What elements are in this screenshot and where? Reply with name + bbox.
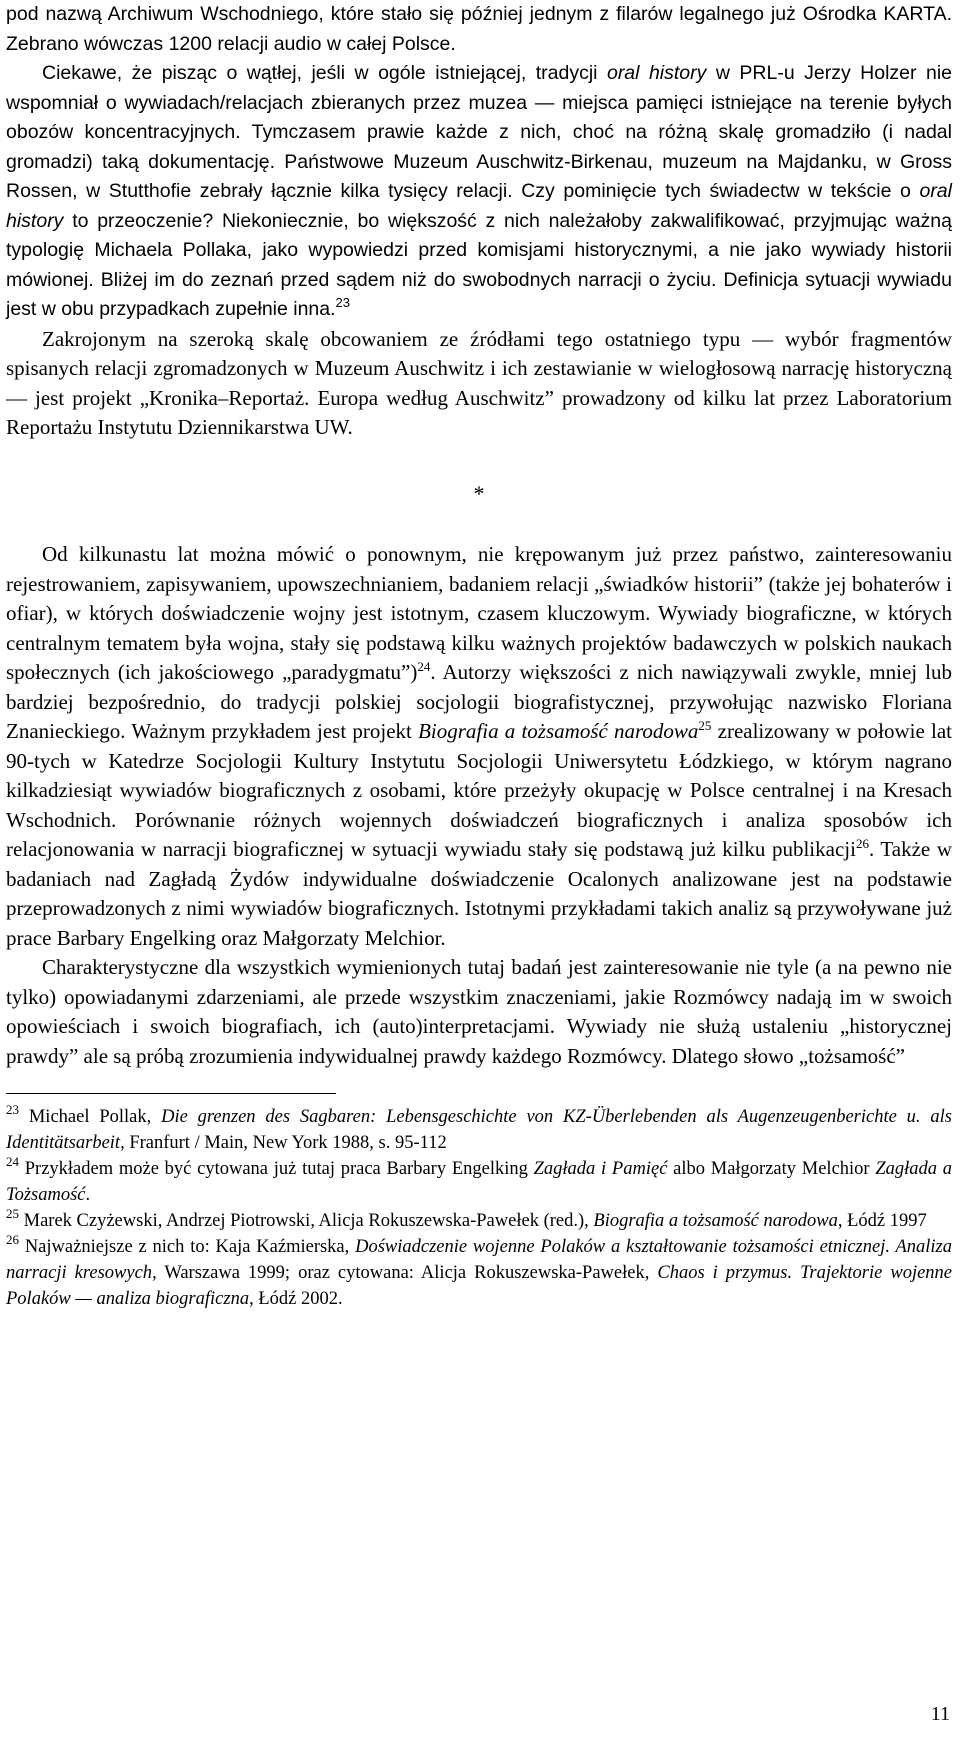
footnote-ref-24[interactable]: 24 [417, 659, 431, 674]
section-separator: * [473, 480, 485, 506]
footnote-ref-25[interactable]: 25 [698, 718, 712, 733]
paragraph-characteristics: Charakterystyczne dla wszystkich wymienionych tutaj badań jest zainteresowanie nie tyle (a na pewno nie tylko) opowiadanymi zdarzeniami, ale przede wszystkim znaczeniami, jakie Rozmówcy nadają im w swoich opowieściach i swoich biografiach, ich (auto)interpretacjami. Wywiady nie służą ustaleniu „historycznej prawdy” ale są próbą zrozumienia indywidualnej prawdy każdego Rozmówcy. Dlatego słowo „tożsamość” [6, 955, 952, 1068]
page-number: 11 [930, 1703, 950, 1725]
paragraph-continuation: pod nazwą Archiwum Wschodniego, które stało się później jednym z filarów legalnego już Ośrodka KARTA. Zebrano wówczas 1200 relacji audio w całej Polsce. [6, 3, 952, 55]
footnote-ref-23[interactable]: 23 [335, 295, 351, 310]
paragraph-biographical-interviews: Od kilkunastu lat można mówić o ponownym, nie krępowanym już przez państwo, zainteresowaniu rejestrowaniem, zapisywaniem, upowszechnianiem, badaniem relacji „świadków historii” (także jej bohaterów i ofiar), w których doświadczenie wojny jest istotnym, czasem kluczowym. Wywiady biograficzne, w których centralnym tematem była wojna, stały się podstawą kilku ważnych projektów badawczych w polskich naukach społecznych (ich jakościowego „paradygmatu”)$^{24}$. Autorzy większości z nich nawiązywali zwykle, mniej lub bardziej bezpośrednio, do tradycji polskiej socjologii biografistycznej, przywołując nazwisko Floriana Znanieckiego. Ważnym przykładem jest projekt Biografia a tożsamość narodowa$^{25}$ zrealizowany w połowie lat 90-tych w Katedrze Socjologii Kultury Instytutu Socjologii Uniwersytetu Łódzkiego, w którym nagrano kilkadziesiąt wywiadów biograficznych z osobami, które przeżyły okupację w Polsce centralnej i na Kresach Wschodnich. Porównanie różnych wojennych doświadczeń biograficznych i analiza sposobów ich relacjonowania w narracji biograficznej w sytuacji wywiadu stały się podstawą już kilku publikacji$^{26}$. Także w badaniach nad Zagładą Żydów indywidualne doświadczenie Ocalonych analizowane jest na podstawie przeprowadzonych z nimi wywiadów biograficznych. Istotnymi przykładami takich analiz są przywoływane już prace Barbary Engelking oraz Małgorzaty Melchior. [6, 542, 952, 950]
footnote-ref-26[interactable]: 26 [855, 836, 869, 851]
footnote-23: $^{23}$ Michael Pollak, Die grenzen des Sagbaren: Lebensgeschichte von KZ-Überlebenden als Augenzeugenberichte u. als Identitätsarbeit, Franfurt / Main, New York 1988, s. 95-112 [6, 1102, 952, 1153]
footnote-25: $^{25}$ Marek Czyżewski, Andrzej Piotrowski, Alicja Rokuszewska-Pawełek (red.), Biografia a tożsamość narodowa, Łódź 1997 [6, 1206, 927, 1231]
footnote-divider [6, 1093, 336, 1094]
footnote-24: $^{24}$ Przykładem może być cytowana już tutaj praca Barbary Engelking Zagłada i Pamięć albo Małgorzaty Melchior Zagłada a Tożsamość. [6, 1154, 953, 1205]
footnote-26: $^{26}$ Najważniejsze z nich to: Kaja Kaźmierska, Doświadczenie wojenne Polaków a kształtowanie tożsamości etnicznej. Analiza narracji kresowych, Warszawa 1999; oraz cytowana: Alicja Rokuszewska-Pawełek, Chaos i przymus. Trajektorie wojenne Polaków — analiza biograficzna, Łódź 2002. [6, 1232, 953, 1309]
paragraph-oral-history: Ciekawe, że pisząc o wątłej, jeśli w ogóle istniejącej, tradycji oral history w PRL-u Jerzy Holzer nie wspomniał o wywiadach/relacjach zbieranych przez muzea — miejsca pamięci istniejące na terenie byłych obozów koncentracyjnych. Tymczasem prawie każde z nich, choć na różną skalę gromadziło (i nadal gromadzi) taką dokumentację. Państwowe Muzeum Auschwitz-Birkenau, muzeum na Majdanku, w Gross Rossen, w Stutthofie zebrały łącznie kilka tysięcy relacji. Czy pominięcie tych świadectw w tekście o oral history to przeoczenie? Niekoniecznie, bo większość z nich należałoby zakwalifikować, przyjmując ważną typologię Michaela Pollaka, jako wypowiedzi przed komisjami historycznymi, a nie jako wywiady historii mówionej. Bliżej im do zeznań przed sądem niż do swobodnych narracji o życiu. Definicja sytuacji wywiadu jest w obu przypadkach zupełnie inna.$^{23}$ [6, 62, 952, 320]
paragraph-kronika: Zakrojonym na szeroką skalę obcowaniem ze źródłami tego ostatniego typu — wybór fragmentów spisanych relacji zgromadzonych w Muzeum Auschwitz i ich zestawianie w wielogłosową narrację historyczną — jest projekt „Kronika–Reportaż. Europa według Auschwitz” prowadzony od kilku lat przez Laboratorium Reportażu Instytutu Dziennikarstwa UW. [6, 326, 952, 439]
